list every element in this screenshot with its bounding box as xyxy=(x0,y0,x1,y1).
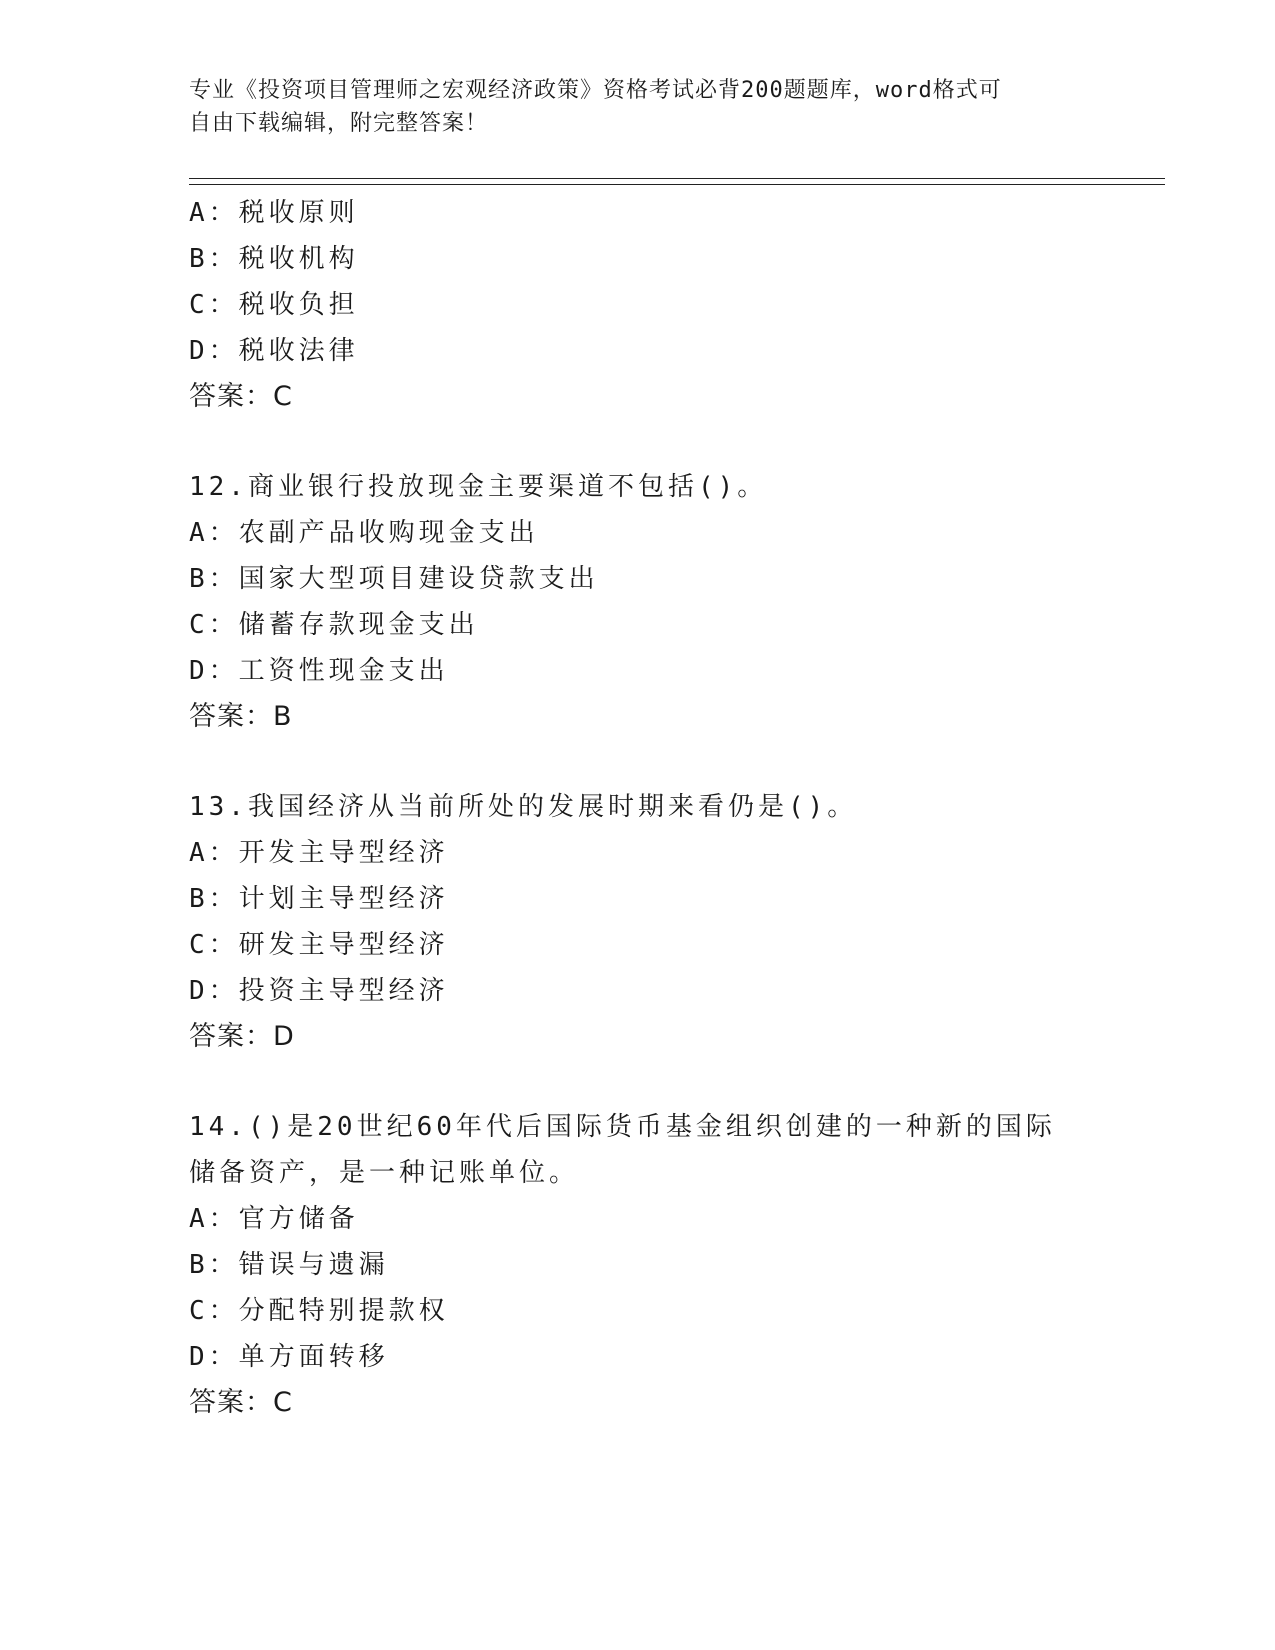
option-a: A：开发主导型经济 xyxy=(189,838,449,868)
option-b: B：国家大型项目建设贷款支出 xyxy=(189,564,599,594)
question-13 xyxy=(189,784,1089,1060)
spacer xyxy=(189,420,1089,464)
question-text: 12.商业银行投放现金主要渠道不包括()。 xyxy=(189,472,768,502)
question-list xyxy=(189,190,1089,1426)
header-line-1: 专业《投资项目管理师之宏观经济政策》资格考试必背200题题库，word格式可 xyxy=(189,78,1002,103)
option-c: C：研发主导型经济 xyxy=(189,930,449,960)
answer: 答案：B xyxy=(189,701,293,732)
option-b: B：计划主导型经济 xyxy=(189,884,449,914)
spacer xyxy=(189,740,1089,784)
option-c: C：储蓄存款现金支出 xyxy=(189,610,479,640)
option-c: C：分配特别提款权 xyxy=(189,1296,449,1326)
option-c: C：税收负担 xyxy=(189,290,359,320)
document-header xyxy=(189,74,1089,140)
option-d: D：单方面转移 xyxy=(189,1342,389,1372)
question-text: 13.我国经济从当前所处的发展时期来看仍是()。 xyxy=(189,792,858,822)
header-divider-bottom xyxy=(189,184,1165,185)
answer: 答案：C xyxy=(189,1387,293,1418)
answer: 答案：D xyxy=(189,1021,295,1052)
option-a: A：农副产品收购现金支出 xyxy=(189,518,539,548)
header-line-2: 自由下载编辑，附完整答案！ xyxy=(189,111,489,136)
option-d: D：税收法律 xyxy=(189,336,359,366)
header-divider-top xyxy=(189,178,1165,179)
option-b: B：错误与遗漏 xyxy=(189,1250,389,1280)
option-d: D：投资主导型经济 xyxy=(189,976,449,1006)
question-11 xyxy=(189,190,1089,420)
answer: 答案：C xyxy=(189,381,293,412)
question-text: 14.()是20世纪60年代后国际货币基金组织创建的一种新的国际储备资产，是一种记账单位。 xyxy=(189,1112,1056,1188)
option-a: A：税收原则 xyxy=(189,198,359,228)
question-12 xyxy=(189,464,1089,740)
spacer xyxy=(189,1060,1089,1104)
option-a: A：官方储备 xyxy=(189,1204,359,1234)
question-14 xyxy=(189,1104,1089,1426)
option-d: D：工资性现金支出 xyxy=(189,656,449,686)
option-b: B：税收机构 xyxy=(189,244,359,274)
